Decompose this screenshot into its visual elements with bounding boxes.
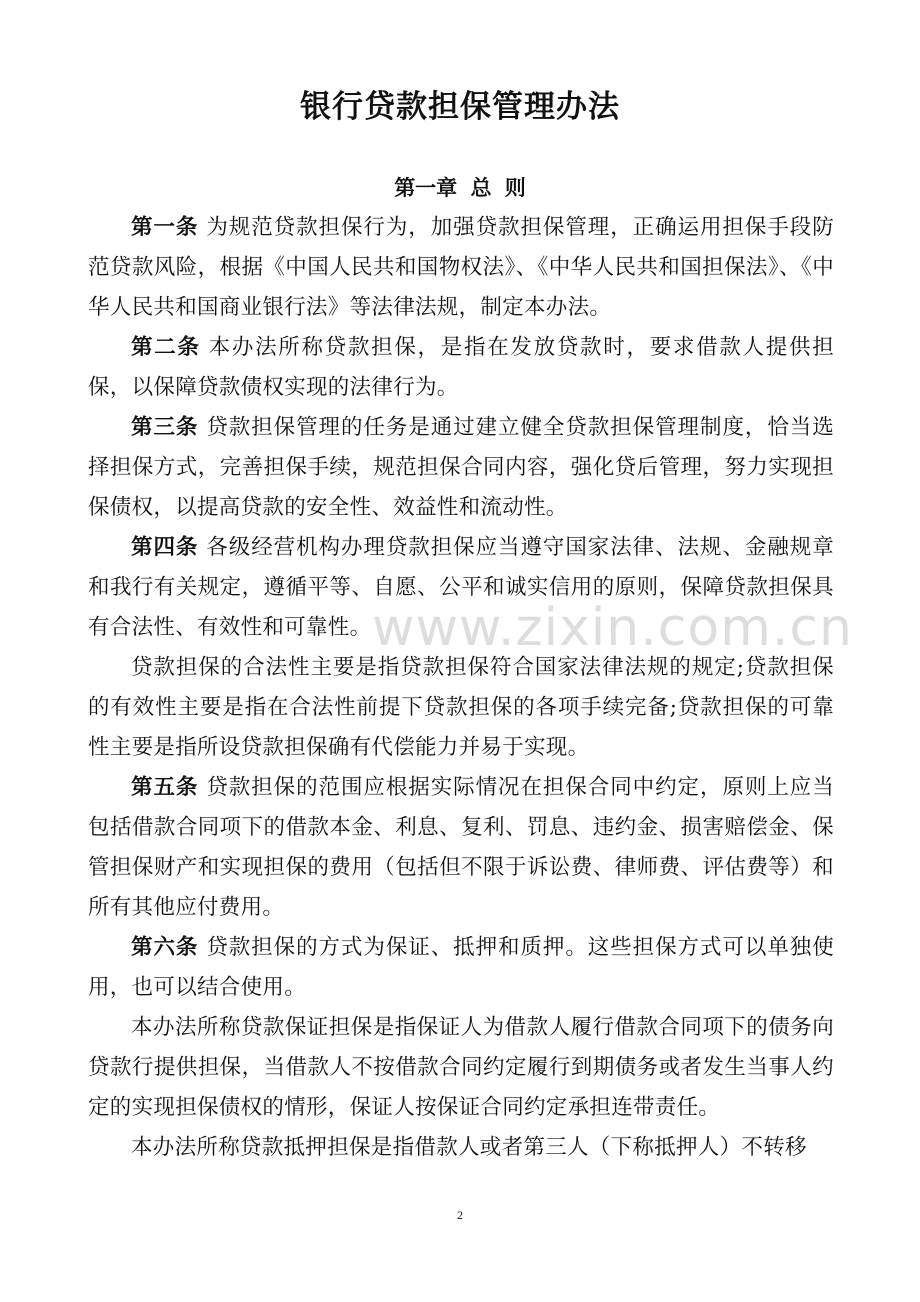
watermark-text: www.zixin.com.cn — [372, 598, 853, 658]
article-label: 第一条 — [131, 215, 199, 240]
article-paragraph — [88, 408, 834, 528]
paragraph-text: 本办法所称贷款抵押担保是指借款人或者第三人（下称抵押人）不转移 — [131, 1135, 807, 1160]
article-paragraph — [88, 928, 834, 1008]
article-text: 贷款担保管理的任务是通过建立健全贷款担保管理制度，恰当选择担保方式，完善担保手续，规范担保合同内容，强化贷后管理，努力实现担保债权，以提高贷款的安全性、效益性和流动性。 — [88, 415, 834, 520]
article-paragraph — [88, 528, 834, 648]
body-paragraph — [88, 1128, 834, 1168]
article-text: 贷款担保的方式为保证、抵押和质押。这些担保方式可以单独使用，也可以结合使用。 — [88, 935, 834, 1000]
paragraph-text: 贷款担保的合法性主要是指贷款担保符合国家法律法规的规定;贷款担保的有效性主要是指在合法性前提下贷款担保的各项手续完备;贷款担保的可靠性主要是指所设贷款担保确有代偿能力并易于实现。 — [88, 655, 834, 760]
article-label: 第四条 — [131, 535, 199, 560]
page-number: 2 — [457, 1208, 463, 1222]
article-paragraph — [88, 328, 834, 408]
article-paragraph — [88, 768, 834, 928]
document-title: 银行贷款担保管理办法 — [300, 89, 620, 125]
article-paragraph — [88, 208, 834, 328]
body-paragraph — [88, 1008, 834, 1128]
chapter-heading: 第一章 总 则 — [394, 175, 526, 200]
article-text: 本办法所称贷款担保，是指在发放贷款时，要求借款人提供担保，以保障贷款债权实现的法律行为。 — [88, 335, 834, 400]
article-label: 第六条 — [131, 935, 199, 960]
article-text: 为规范贷款担保行为，加强贷款担保管理，正确运用担保手段防范贷款风险，根据《中国人民共和国物权法》、《中华人民共和国担保法》、《中华人民共和国商业银行法》等法律法规，制定本办法。 — [88, 215, 834, 320]
article-label: 第五条 — [131, 775, 199, 800]
article-label: 第三条 — [131, 415, 199, 440]
body-text — [88, 208, 834, 1168]
article-text: 各级经营机构办理贷款担保应当遵守国家法律、法规、金融规章和我行有关规定，遵循平等、自愿、公平和诚实信用的原则，保障贷款担保具有合法性、有效性和可靠性。 — [88, 535, 834, 640]
article-label: 第二条 — [131, 335, 201, 360]
body-paragraph — [88, 648, 834, 768]
article-text: 贷款担保的范围应根据实际情况在担保合同中约定，原则上应当包括借款合同项下的借款本金、利息、复利、罚息、违约金、损害赔偿金、保管担保财产和实现担保的费用（包括但不限于诉讼费、律师费、评估费等）和所有其他应付费用。 — [88, 775, 834, 920]
paragraph-text: 本办法所称贷款保证担保是指保证人为借款人履行借款合同项下的债务向贷款行提供担保，当借款人不按借款合同约定履行到期债务或者发生当事人约定的实现担保债权的情形，保证人按保证合同约定承担连带责任。 — [88, 1015, 834, 1120]
